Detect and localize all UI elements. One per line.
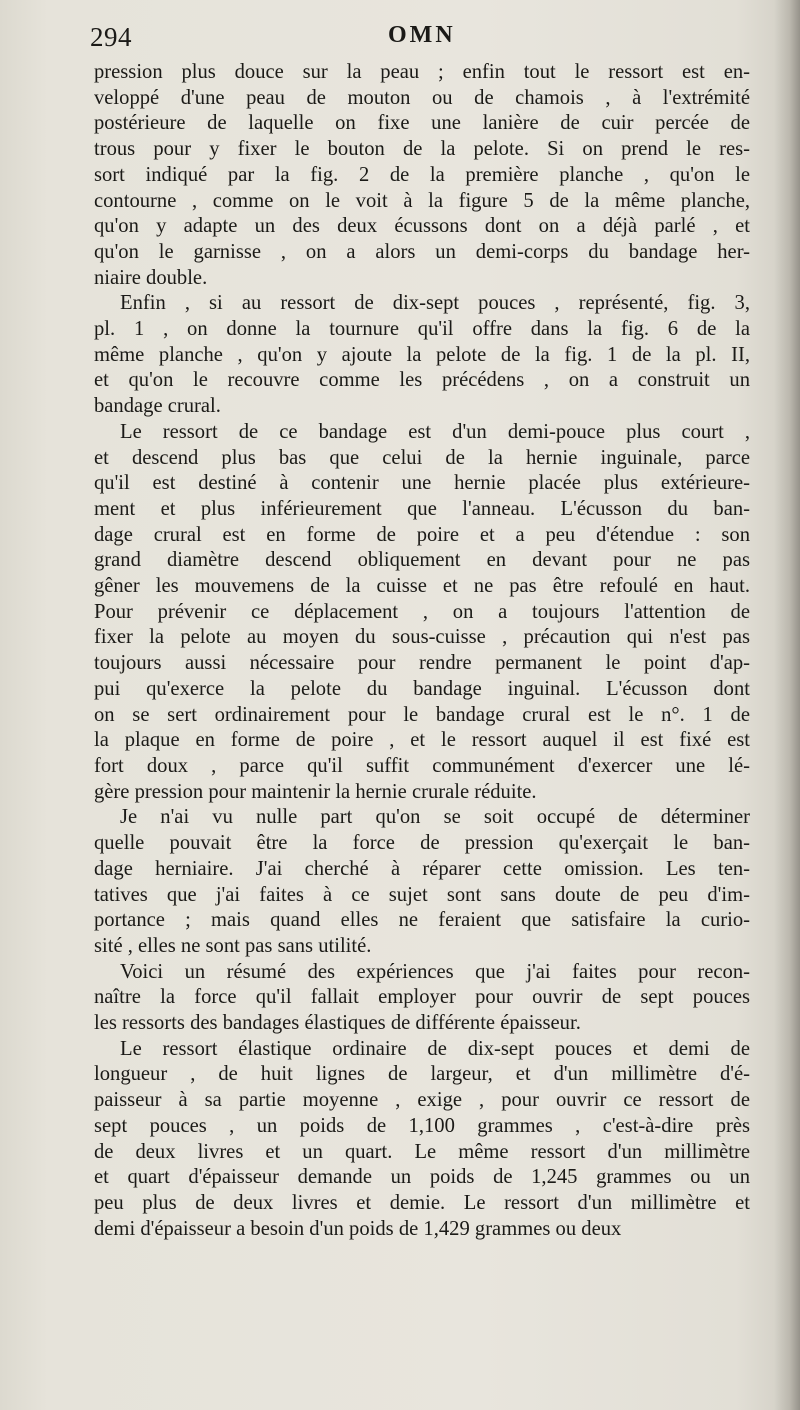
text-line: gêner les mouvemens de la cuisse et ne pas être refoulé en haut. xyxy=(94,575,750,598)
text-line: bandage crural. xyxy=(94,395,221,418)
text-line: Pour prévenir ce déplacement , on a toujours l'attention de xyxy=(94,600,750,623)
body-text xyxy=(94,60,750,1242)
paragraph xyxy=(94,60,750,291)
paragraph xyxy=(94,960,750,1037)
text-line: paisseur à sa partie moyenne , exige , pour ouvrir ce ressort de xyxy=(94,1089,750,1112)
text-line: dage crural est en forme de poire et a peu d'étendue : son xyxy=(94,523,750,546)
text-line: on se sert ordinairement pour le bandage crural est le n°. 1 de xyxy=(94,703,750,726)
text-line: niaire double. xyxy=(94,266,208,289)
text-line: sité , elles ne sont pas sans utilité. xyxy=(94,934,372,957)
text-line: Je n'ai vu nulle part qu'on se soit occupé de déterminer xyxy=(120,806,750,829)
text-line: Le ressort élastique ordinaire de dix-sept pouces et demi de xyxy=(120,1037,750,1060)
text-line: qu'il est destiné à contenir une hernie placée plus extérieure- xyxy=(94,472,750,495)
text-line: postérieure de laquelle on fixe une lanière de cuir percée de xyxy=(94,112,750,135)
page-header xyxy=(90,22,750,58)
text-line: et descend plus bas que celui de la hernie inguinale, parce xyxy=(94,446,750,469)
text-line: ment et plus inférieurement que l'anneau. L'écusson du ban- xyxy=(94,497,750,520)
text-line: pui qu'exerce la pelote du bandage inguinal. L'écusson dont xyxy=(94,677,750,700)
text-line: pl. 1 , on donne la tournure qu'il offre dans la fig. 6 de la xyxy=(94,318,750,341)
text-line: toujours aussi nécessaire pour rendre permanent le point d'ap- xyxy=(94,652,750,675)
text-line: peu plus de deux livres et demie. Le ressort d'un millimètre et xyxy=(94,1191,750,1214)
text-line: de deux livres et un quart. Le même ressort d'un millimètre xyxy=(94,1140,750,1163)
page-number: 294 xyxy=(90,22,132,52)
text-line: qu'on y adapte un des deux écussons dont on a déjà parlé , et xyxy=(94,215,750,238)
text-line: la plaque en forme de poire , et le ressort auquel il est fixé est xyxy=(94,729,750,752)
text-line: veloppé d'une peau de mouton ou de chamois , à l'extrémité xyxy=(94,86,750,109)
text-line: contourne , comme on le voit à la figure 5 de la même planche, xyxy=(94,189,750,212)
paragraph xyxy=(94,420,750,806)
text-line: tatives que j'ai faites à ce sujet sont sans doute de peu d'im- xyxy=(94,883,750,906)
text-line: les ressorts des bandages élastiques de différente épaisseur. xyxy=(94,1012,581,1035)
paragraph xyxy=(94,1037,750,1243)
text-line: pression plus douce sur la peau ; enfin tout le ressort est en- xyxy=(94,61,750,83)
text-line: fixer la pelote au moyen du sous-cuisse , précaution qui n'est pas xyxy=(94,626,750,649)
text-line: et quart d'épaisseur demande un poids de 1,245 grammes ou un xyxy=(94,1166,750,1189)
text-line: même planche , qu'on y ajoute la pelote de la fig. 1 de la pl. II, xyxy=(94,343,750,366)
text-line: quelle pouvait être la force de pression qu'exerçait le ban- xyxy=(94,832,750,855)
text-line: et qu'on le recouvre comme les précédens , on a construit un xyxy=(94,369,750,392)
page-edge-shadow xyxy=(774,0,800,1410)
text-line: dage herniaire. J'ai cherché à réparer cette omission. Les ten- xyxy=(94,857,750,880)
text-line: Enfin , si au ressort de dix-sept pouces , représenté, fig. 3, xyxy=(120,292,750,315)
text-line: qu'on le garnisse , on a alors un demi-corps du bandage her- xyxy=(94,240,750,263)
text-line: gère pression pour maintenir la hernie crurale réduite. xyxy=(94,780,537,803)
text-line: sort indiqué par la fig. 2 de la première planche , qu'on le xyxy=(94,163,750,186)
paragraph xyxy=(94,291,750,420)
text-line: naître la force qu'il fallait employer pour ouvrir de sept pouces xyxy=(94,986,750,1009)
text-line: demi d'épaisseur a besoin d'un poids de 1,429 grammes ou deux xyxy=(94,1217,622,1240)
text-line: sept pouces , un poids de 1,100 grammes , c'est-à-dire près xyxy=(94,1114,750,1137)
text-line: trous pour y fixer le bouton de la pelote. Si on prend le res- xyxy=(94,138,750,161)
running-head: OMN xyxy=(388,22,456,48)
text-line: Le ressort de ce bandage est d'un demi-pouce plus court , xyxy=(120,420,750,443)
paragraph xyxy=(94,805,750,959)
text-line: Voici un résumé des expériences que j'ai faites pour recon- xyxy=(120,960,750,983)
text-line: grand diamètre descend obliquement en devant pour ne pas xyxy=(94,549,750,572)
text-line: fort doux , parce qu'il suffit communément d'exercer une lé- xyxy=(94,754,750,777)
text-line: portance ; mais quand elles ne feraient que satisfaire la curio- xyxy=(94,909,750,932)
text-line: longueur , de huit lignes de largeur, et d'un millimètre d'é- xyxy=(94,1063,750,1086)
